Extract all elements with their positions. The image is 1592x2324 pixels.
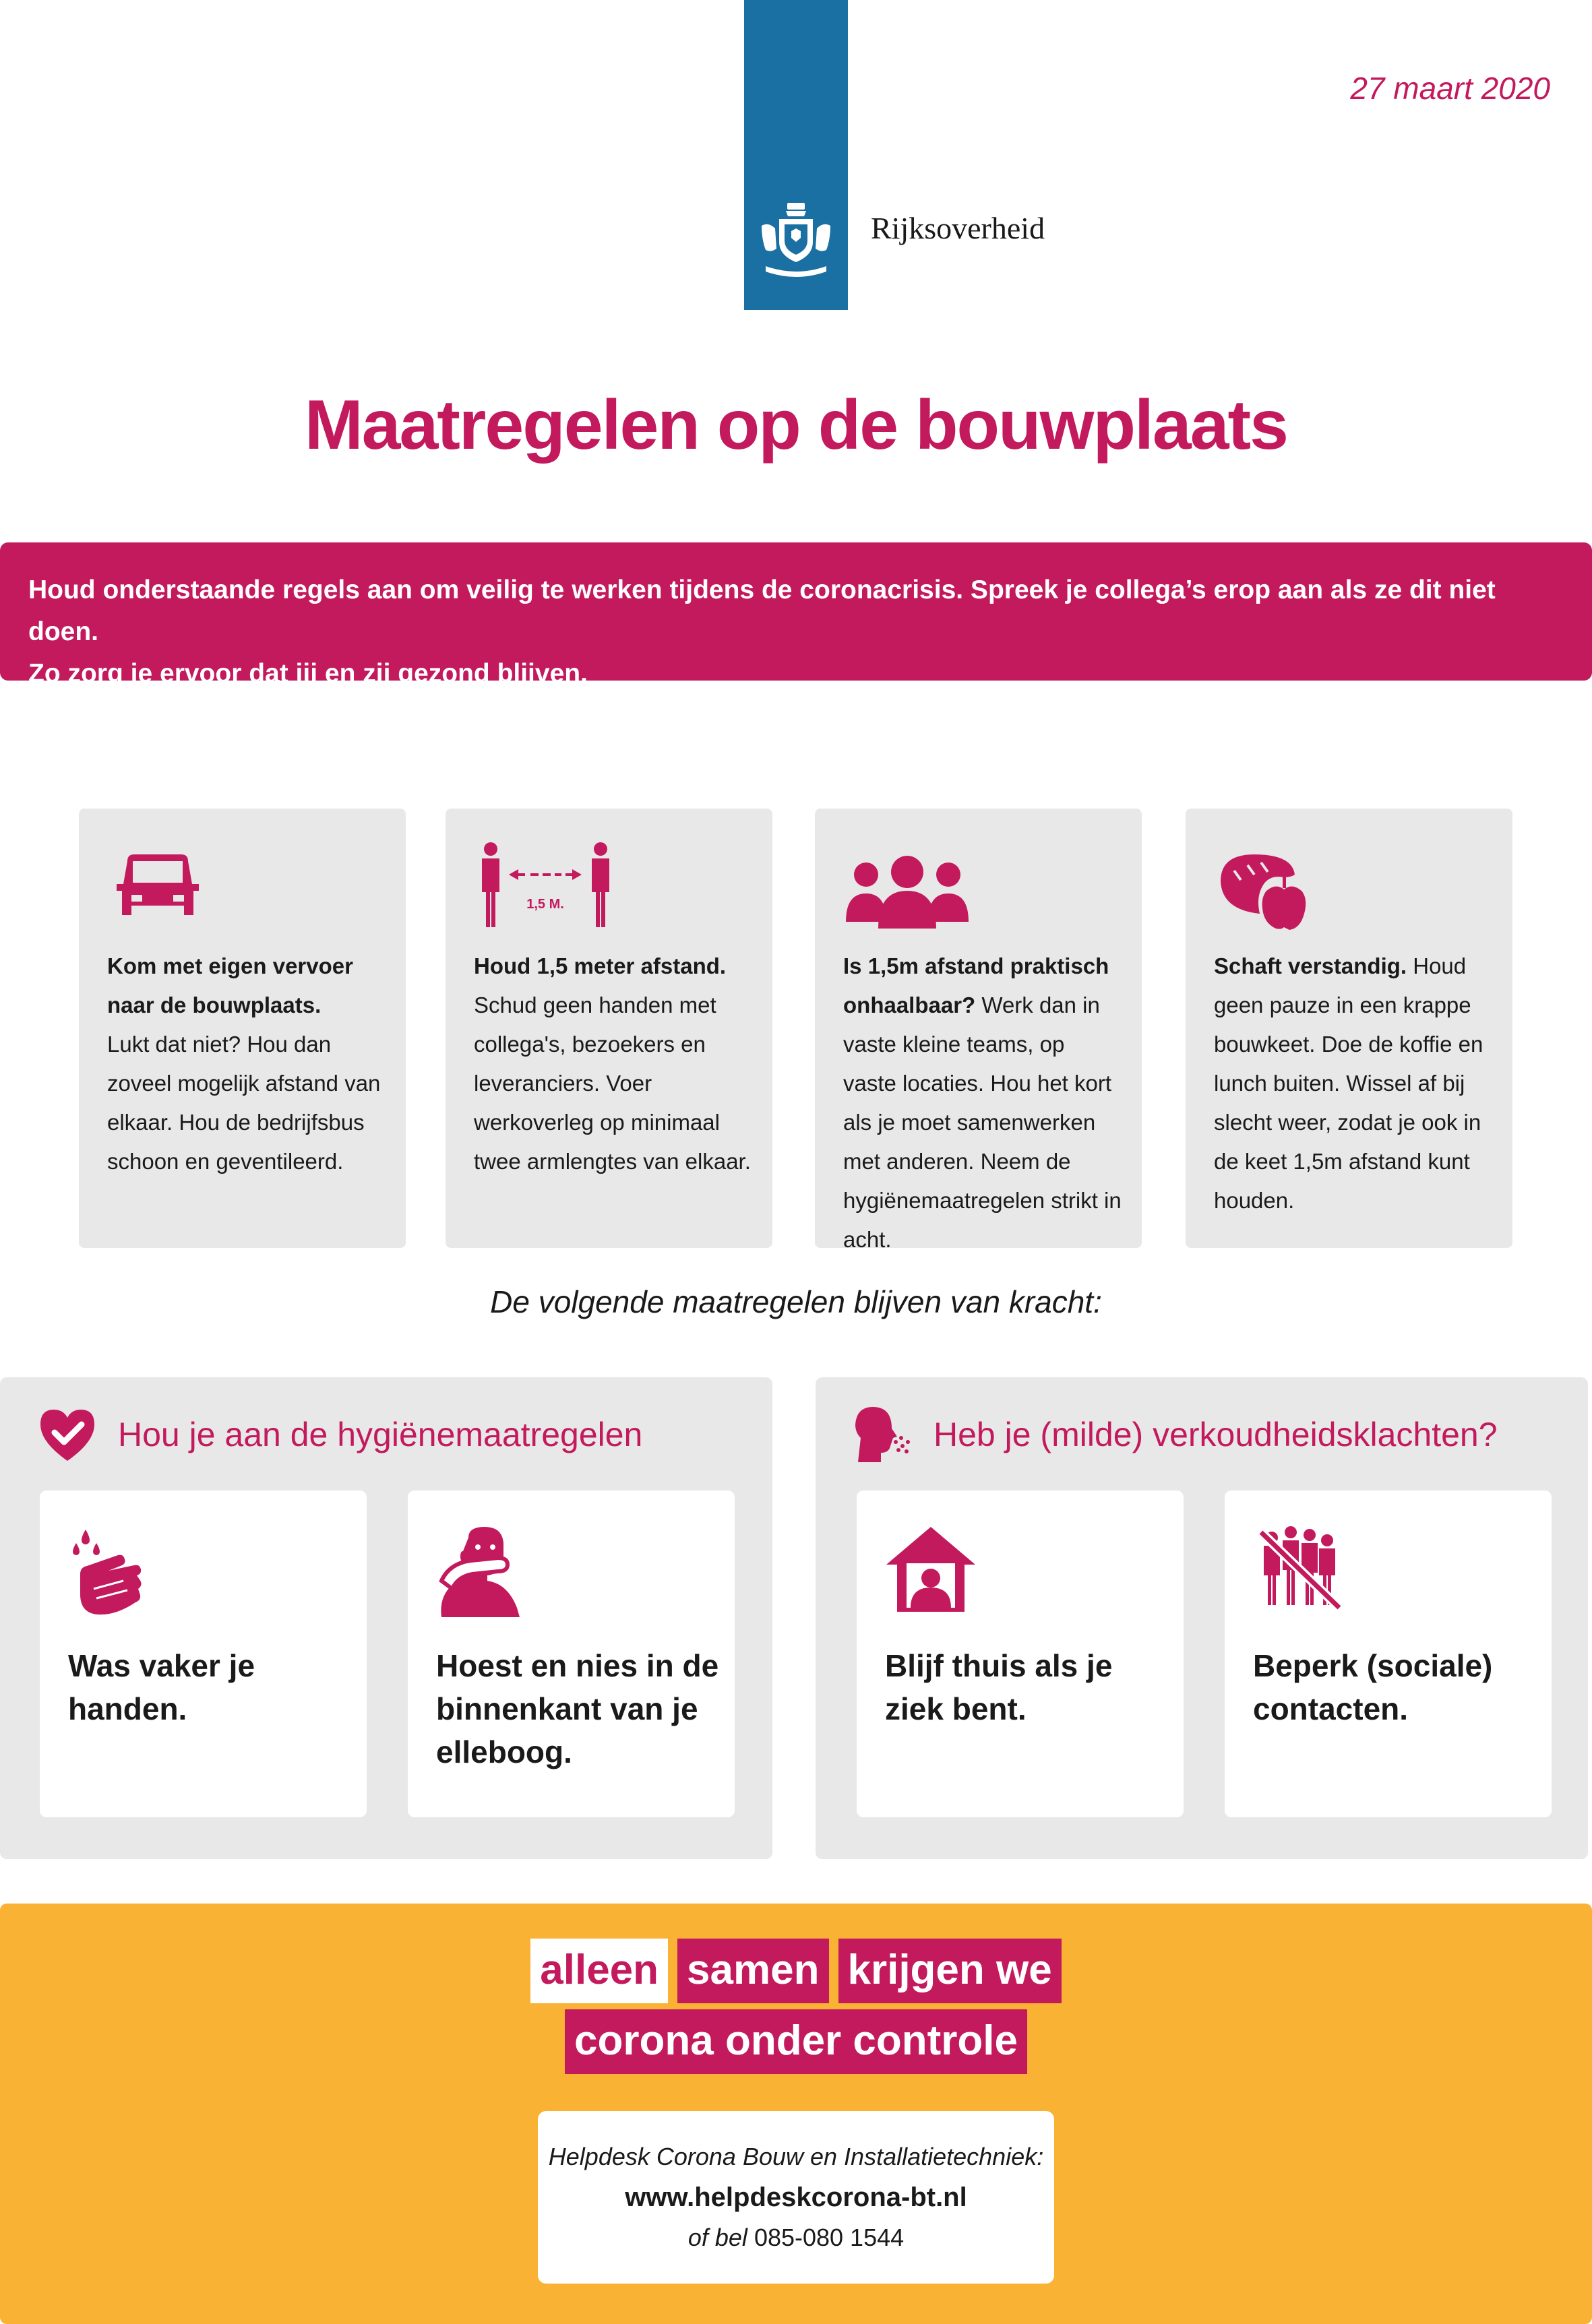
card-text: Schud geen handen met collega's, bezoekers en leveranciers. Voer werkoverleg op minimaal twee armlengtes van elkaar. xyxy=(474,993,751,1174)
slogan-word: samen xyxy=(677,1939,828,2003)
tip-label: Hoest en nies in de binnenkant van je elleboog. xyxy=(436,1648,719,1769)
tip-card-stay-home xyxy=(857,1490,1184,1817)
distance-icon xyxy=(474,841,622,942)
helpdesk-title: Helpdesk Corona Bouw en Installatietechniek: xyxy=(548,2143,1044,2170)
intro-line-1: Houd onderstaande regels aan om veilig te werken tijdens de coronacrisis. Spreek je collega’s erop aan als ze dit niet doen. xyxy=(28,575,1496,646)
hand-wash-icon xyxy=(67,1523,161,1617)
slogan-word: corona onder controle xyxy=(565,2009,1027,2074)
measure-card-transport xyxy=(79,809,406,1248)
measure-card-distance xyxy=(446,809,772,1248)
tip-card-limit-contacts xyxy=(1225,1490,1552,1817)
slogan-word: krijgen we xyxy=(838,1939,1062,2003)
card-heading: Houd 1,5 meter afstand. xyxy=(474,953,727,978)
slogan-word: alleen xyxy=(530,1939,668,2003)
helpdesk-box xyxy=(538,2111,1054,2284)
helpdesk-phone-line xyxy=(538,2218,1054,2258)
card-heading: Kom met eigen vervoer naar de bouwplaats. xyxy=(107,953,353,1017)
panel-title: Hou je aan de hygiënemaatregelen xyxy=(118,1416,643,1453)
intro-line-2: Zo zorg je ervoor dat jij en zij gezond blijven. xyxy=(28,659,588,688)
stay-home-icon xyxy=(884,1523,978,1617)
panel-hygiene xyxy=(0,1377,772,1859)
subheading: De volgende maatregelen blijven van kracht: xyxy=(490,1284,1102,1319)
panel-cold-symptoms xyxy=(816,1377,1588,1859)
panel-title: Heb je (milde) verkoudheidsklachten? xyxy=(933,1416,1498,1453)
slogan-line-2 xyxy=(0,2009,1592,2074)
card-heading: Schaft verstandig. xyxy=(1214,953,1407,978)
helpdesk-url[interactable]: www.helpdeskcorona-bt.nl xyxy=(625,2182,967,2212)
intro-banner xyxy=(0,542,1592,688)
card-heading: Is 1,5m afstand praktisch onhaalbaar? xyxy=(843,953,1109,1017)
card-text: Lukt dat niet? Hou dan zoveel mogelijk afstand van elkaar. Hou de bedrijfsbus schoon en geventileerd. xyxy=(107,1032,381,1174)
tip-card-handwash xyxy=(40,1490,367,1817)
measure-card-break xyxy=(1186,809,1512,1248)
helpdesk-phone-prefix: of bel xyxy=(687,2224,747,2251)
heart-check-icon xyxy=(37,1404,98,1465)
footer xyxy=(0,1904,1592,2324)
date: 27 maart 2020 xyxy=(1350,71,1550,106)
card-text: Werk dan in vaste kleine teams, op vaste locaties. Hou het kort als je moet samenwerken met anderen. Neem de hygiënemaatregelen strikt in acht. xyxy=(843,993,1122,1252)
cough-elbow-icon xyxy=(435,1523,529,1617)
tip-label: Blijf thuis als je ziek bent. xyxy=(885,1648,1113,1726)
team-icon xyxy=(843,841,971,942)
bread-apple-icon xyxy=(1214,841,1315,942)
helpdesk-phone[interactable]: 085-080 1544 xyxy=(754,2224,905,2251)
slogan-line-1 xyxy=(0,1939,1592,2003)
brand-name: Rijksoverheid xyxy=(871,211,1045,245)
card-text: Houd geen pauze in een krappe bouwkeet. Doe de koffie en lunch buiten. Wissel af bij slecht weer, zodat je ook in de keet 1,5m afstand kunt houden. xyxy=(1214,953,1483,1213)
crest-icon xyxy=(752,199,840,286)
car-icon xyxy=(107,841,208,942)
tip-label: Beperk (sociale) contacten. xyxy=(1253,1648,1493,1726)
tip-card-cough xyxy=(408,1490,735,1817)
sneeze-icon xyxy=(853,1404,913,1465)
tip-label: Was vaker je handen. xyxy=(68,1648,255,1726)
measure-card-teams xyxy=(815,809,1142,1252)
no-group-icon xyxy=(1252,1523,1346,1617)
page-title: Maatregelen op de bouwplaats xyxy=(304,386,1288,464)
distance-icon-label: 1,5 M. xyxy=(526,897,564,912)
